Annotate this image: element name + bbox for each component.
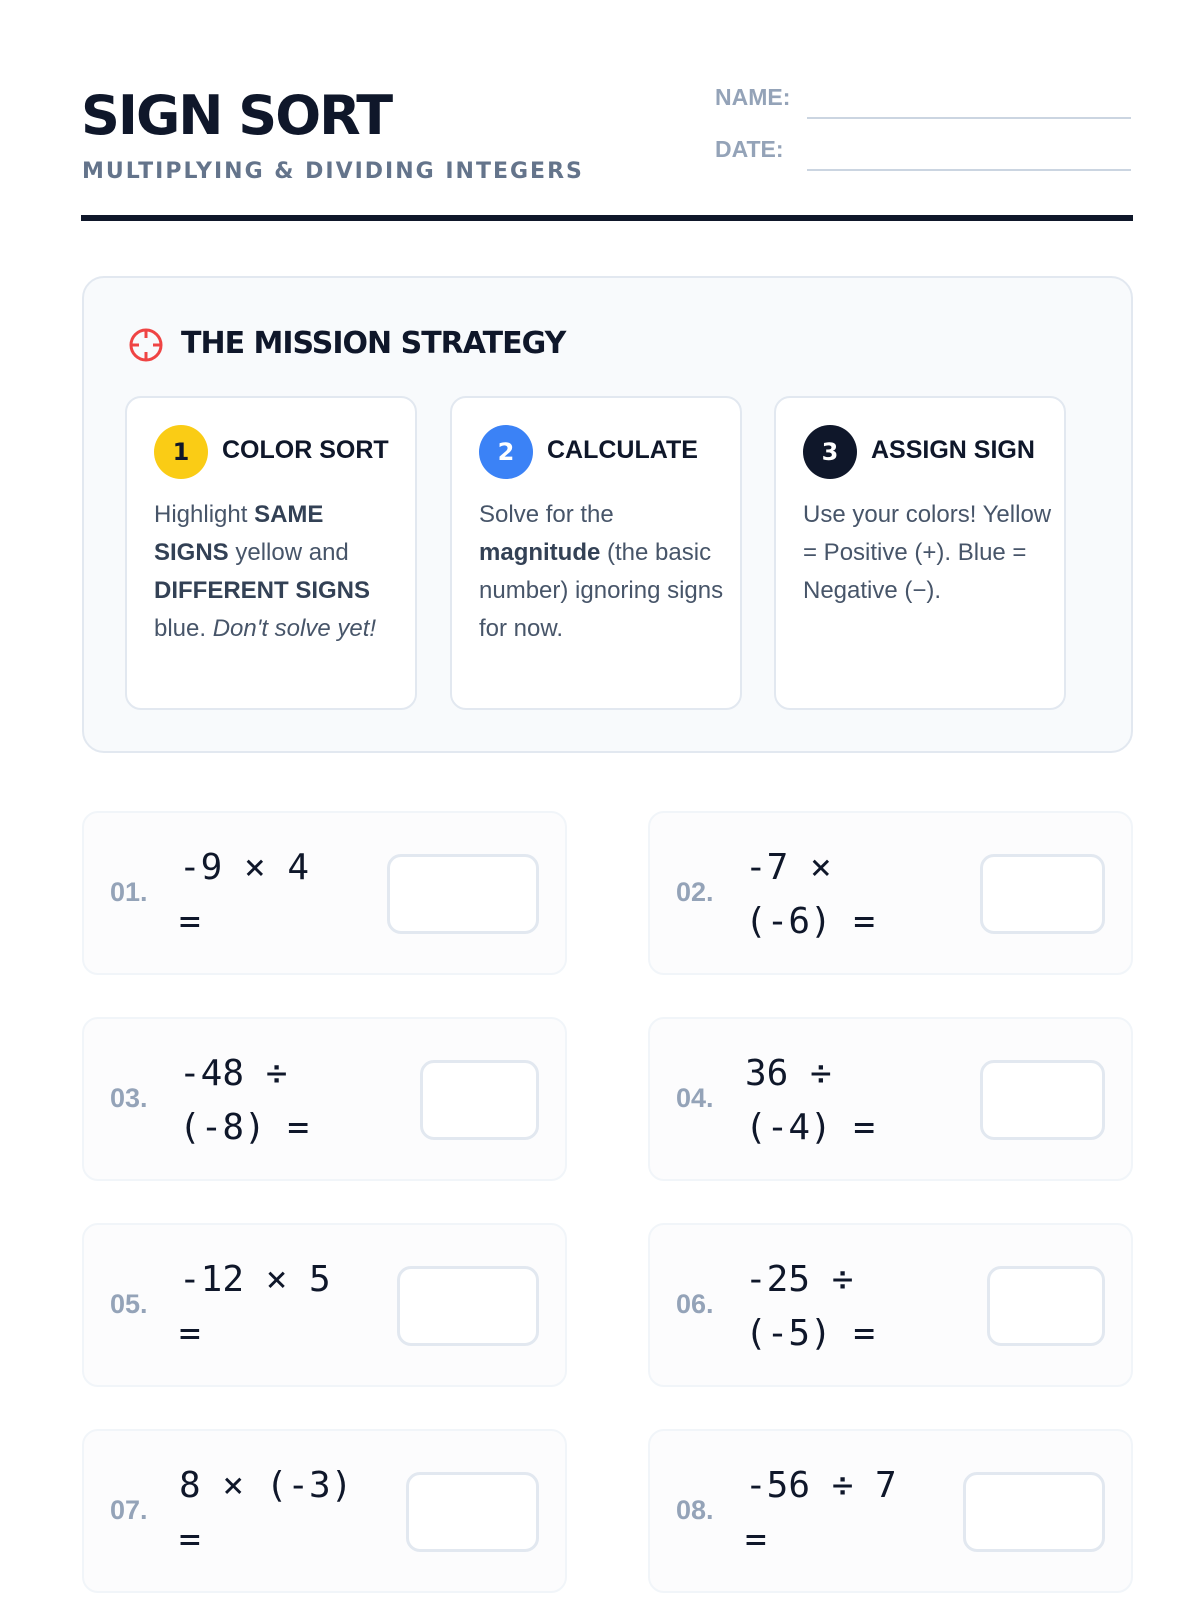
- step-title: ASSIGN SIGN: [871, 436, 1035, 464]
- strategy-panel: [82, 276, 1133, 753]
- date-field[interactable]: [807, 169, 1131, 171]
- problem-expression: -56 ÷ 7 =: [745, 1465, 897, 1560]
- problem-number: 08.: [676, 1495, 714, 1525]
- answer-box[interactable]: [987, 1266, 1105, 1346]
- problem-expression: -25 ÷ (-5) =: [745, 1259, 876, 1354]
- problem-card: [82, 1429, 567, 1593]
- problem-number: 01.: [110, 877, 148, 907]
- problem-card: [82, 1223, 567, 1387]
- problem-card: [648, 1017, 1133, 1181]
- problem-expression: -12 × 5 =: [179, 1259, 331, 1354]
- date-label: DATE:: [715, 136, 784, 162]
- answer-box[interactable]: [397, 1266, 539, 1346]
- answer-box[interactable]: [980, 1060, 1105, 1140]
- problem-number: 03.: [110, 1083, 148, 1113]
- step-description: Solve for the magnitude (the basic number) ignoring signs for now.: [479, 501, 724, 642]
- problem-card: [82, 811, 567, 975]
- strategy-title: THE MISSION STRATEGY: [181, 326, 566, 361]
- problem-expression: -48 ÷ (-8) =: [179, 1053, 310, 1148]
- problem-card: [648, 811, 1133, 975]
- worksheet-header: [81, 78, 1133, 222]
- problem-number: 06.: [676, 1289, 714, 1319]
- step-number-badge: 1: [154, 425, 208, 479]
- answer-box[interactable]: [980, 854, 1105, 934]
- worksheet-subtitle: MULTIPLYING & DIVIDING INTEGERS: [82, 159, 584, 184]
- step-title: CALCULATE: [547, 436, 698, 464]
- worksheet-title: SIGN SORT: [81, 84, 392, 147]
- step-description: Highlight SAME SIGNS yellow and DIFFERENT SIGNS blue. Don't solve yet!: [154, 501, 377, 642]
- name-label: NAME:: [715, 84, 791, 110]
- step-number-badge: 2: [479, 425, 533, 479]
- problem-card: [648, 1223, 1133, 1387]
- crosshair-icon: [128, 327, 164, 363]
- problem-expression: 36 ÷ (-4) =: [745, 1053, 876, 1148]
- problem-expression: -7 × (-6) =: [745, 847, 876, 942]
- problem-number: 07.: [110, 1495, 148, 1525]
- problem-number: 05.: [110, 1289, 148, 1319]
- problem-expression: 8 × (-3) =: [179, 1465, 353, 1560]
- step-description: Use your colors! Yellow = Positive (+). Blue = Negative (−).: [803, 501, 1052, 604]
- problem-expression: -9 × 4 =: [179, 847, 310, 942]
- step-number-badge: 3: [803, 425, 857, 479]
- step-title: COLOR SORT: [222, 436, 389, 464]
- problem-card: [648, 1429, 1133, 1593]
- answer-box[interactable]: [406, 1472, 539, 1552]
- answer-box[interactable]: [420, 1060, 539, 1140]
- name-field[interactable]: [807, 117, 1131, 119]
- answer-box[interactable]: [387, 854, 539, 934]
- problem-card: [82, 1017, 567, 1181]
- step-card-color-sort: [125, 396, 417, 710]
- header-divider: [81, 215, 1133, 221]
- answer-box[interactable]: [963, 1472, 1105, 1552]
- problem-number: 02.: [676, 877, 714, 907]
- step-card-calculate: [450, 396, 742, 710]
- step-card-assign-sign: [774, 396, 1066, 710]
- problem-number: 04.: [676, 1083, 714, 1113]
